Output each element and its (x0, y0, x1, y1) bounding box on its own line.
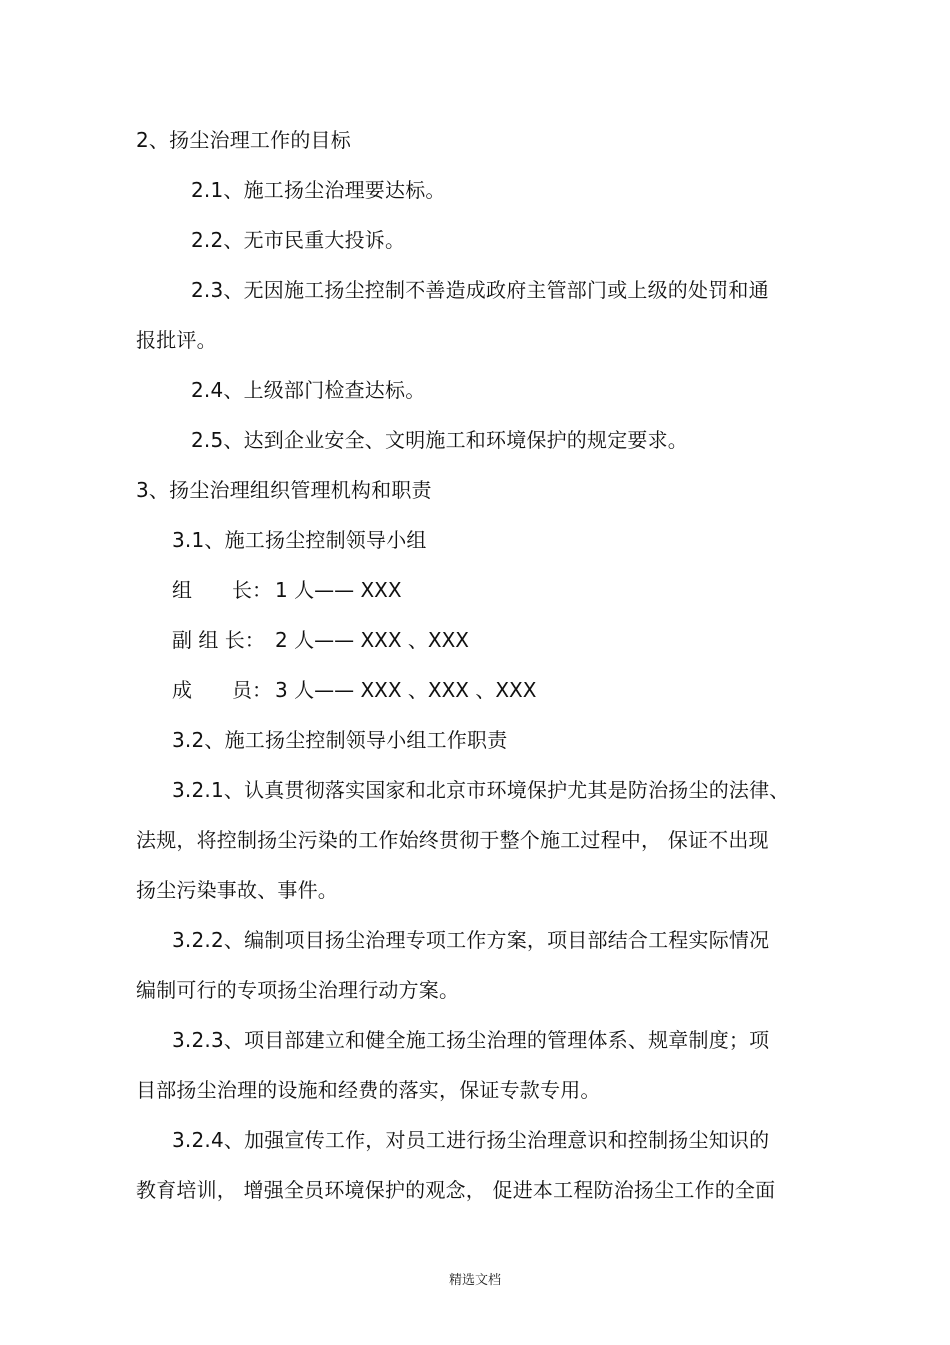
member-label: 成 员： (172, 678, 272, 702)
page-footer: 精选文档 (448, 1273, 501, 1288)
paragraph-3-2-1-continued: 法规，将控制扬尘污染的工作始终贯彻于整个施工过程中， 保证不出现 (136, 828, 769, 852)
paragraph-3-2-2: 3.2.2、编制项目扬尘治理专项工作方案，项目部结合工程实际情况 (172, 928, 770, 952)
member-value: 3 人—— XXX 、XXX 、XXX (275, 678, 537, 702)
paragraph-2-4: 2.4、上级部门检查达标。 (191, 378, 426, 402)
paragraph-3-2-3: 3.2.3、项目部建立和健全施工扬尘治理的管理体系、规章制度；项 (172, 1028, 770, 1052)
section-heading-2: 2、扬尘治理工作的目标 (136, 128, 351, 152)
member-row-members (172, 676, 536, 704)
paragraph-3-2-1-end: 扬尘污染事故、事件。 (136, 878, 338, 902)
paragraph-2-1: 2.1、施工扬尘治理要达标。 (191, 178, 446, 202)
paragraph-2-5: 2.5、达到企业安全、文明施工和环境保护的规定要求。 (191, 428, 689, 452)
paragraph-3-2-4: 3.2.4、加强宣传工作，对员工进行扬尘治理意识和控制扬尘知识的 (172, 1128, 770, 1152)
member-value: 1 人—— XXX (275, 578, 402, 602)
member-value: 2 人—— XXX 、XXX (275, 628, 470, 652)
paragraph-3-2-4-continued: 教育培训， 增强全员环境保护的观念， 促进本工程防治扬尘工作的全面 (136, 1178, 776, 1202)
paragraph-2-3: 2.3、无因施工扬尘控制不善造成政府主管部门或上级的处罚和通 (191, 278, 769, 302)
member-row-leader (172, 576, 402, 604)
paragraph-2-2: 2.2、无市民重大投诉。 (191, 228, 406, 252)
paragraph-3-2-3-continued: 目部扬尘治理的设施和经费的落实，保证专款专用。 (136, 1078, 601, 1102)
paragraph-3-2-1: 3.2.1、认真贯彻落实国家和北京市环境保护尤其是防治扬尘的法律、 (172, 778, 790, 802)
subheading-3-1: 3.1、施工扬尘控制领导小组 (172, 528, 427, 552)
subheading-3-2: 3.2、施工扬尘控制领导小组工作职责 (172, 728, 508, 752)
member-row-deputy (172, 626, 469, 654)
member-label: 组 长： (172, 578, 272, 602)
member-label: 副 组 长： (172, 628, 265, 652)
paragraph-2-3-continued: 报批评。 (136, 328, 217, 352)
section-heading-3: 3、扬尘治理组织管理机构和职责 (136, 478, 432, 502)
paragraph-3-2-2-continued: 编制可行的专项扬尘治理行动方案。 (136, 978, 460, 1002)
